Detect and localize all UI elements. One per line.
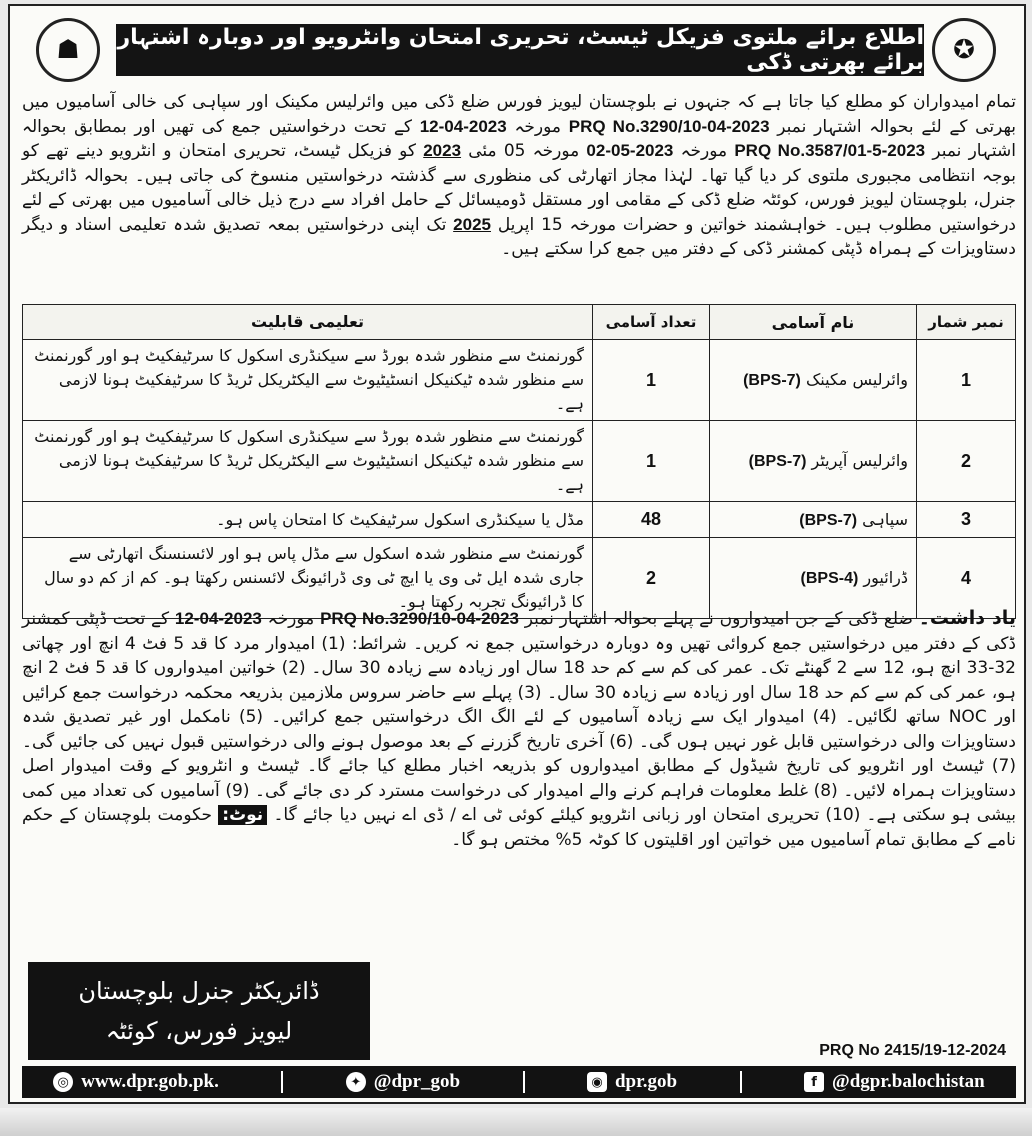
post-bps: (BPS-7) — [799, 511, 858, 529]
row-sr: 1 — [917, 340, 1016, 421]
post-name: ڈرائیور — [863, 568, 908, 587]
footer-divider — [281, 1071, 283, 1093]
notes-text-4: حکومت بلوچستان کے حکم نامے کے مطابق تمام آسامیوں میں خواتین اور اقلیتوں کا کوٹہ 5% مختص ہو گا۔ — [22, 805, 1016, 850]
post-bps: (BPS-4) — [800, 570, 859, 587]
intro-text-4: مورخہ — [680, 141, 728, 161]
row-count: 2 — [593, 538, 710, 619]
notes-text-1: ضلع ڈکی کے جن امیدواروں نے پہلے بحوالہ اشتہار نمبر — [524, 609, 913, 629]
row-count: 1 — [593, 421, 710, 502]
levies-emblem-icon: ☗ — [36, 18, 100, 82]
header-name: نام آسامی — [710, 305, 917, 340]
signature-line-1: ڈائریکٹر جنرل بلوچستان — [78, 977, 320, 1005]
footer-website[interactable] — [53, 1071, 219, 1093]
intro-year: 2023 — [423, 141, 462, 160]
row-name — [710, 421, 917, 502]
intro-date-2: 02-05-2023 — [586, 141, 674, 160]
table-row — [23, 421, 1016, 502]
signature-line-2: لیویز فورس، کوئٹہ — [105, 1017, 293, 1045]
notes-text-3: کے تحت ڈپٹی کمشنر ڈکی کے دفتر میں درخواستیں جمع کروائی تھیں وہ دوبارہ درخواستیں جمع نہ کریں۔ شرائط: (1) امیدوار مرد کا قد 5 فٹ 4 انچ اور چھاتی 32-33 انچ ہو، 12 سے 2 گھنٹے تک۔ عمر کی کم سے کم حد 18 سال اور زیادہ سے زیادہ 30 سال۔ (2) خواتین امیدواروں کا قد 5 فٹ 2 انچ ہو، عمر کی کم سے کم حد 18 سال اور زیادہ سے زیادہ 30 سال۔ (3) پہلے سے حاضر سروس ملازمین بذریعہ محکمہ درخواست جمع کرائیں اور NOC ساتھ لگائیں۔ (4) امیدوار ایک سے زیادہ آسامیوں کے لئے الگ الگ درخواستیں جمع کرائیں۔ (5) نامکمل اور غیر تصدیق شدہ دستاویزات والی درخواستیں قابل غور نہیں ہوں گی۔ (6) آخری تاریخ گزرنے کے بعد موصول ہونے والی درخواستیں قبول نہیں کی جائیں گی۔ (7) ٹیسٹ اور انٹرویو کی تاریخ شیڈول کے مطابق امیدواروں کو بذریعہ اخبار مطلع کیا جائے گا۔ ٹیسٹ و انٹرویو کے وقت امیدوار اصل دستاویزات ہمراہ لائیں۔ (8) غلط معلومات فراہم کرنے والے امیدوار کی درخواست مسترد کر دی جائے گی۔ (9) آسامیوں کی تعداد میں کمی بیشی ہو سکتی ہے۔ (10) تحریری امتحان اور زبانی انٹرویو کیلئے کوئی ٹی اے / ڈی اے نہیں دیا جائے گا۔ — [22, 609, 1017, 825]
notes-date: 12-04-2023 — [174, 609, 262, 628]
facebook-icon: f — [804, 1072, 824, 1092]
row-qual: گورنمنٹ سے منظور شدہ بورڈ سے سیکنڈری اسکول کا سرٹیفکیٹ ہو اور گورنمنٹ سے منظور شدہ ٹیکنیکل انسٹیٹیوٹ سے الیکٹریکل ٹریڈ کا سرٹیفکیٹ ہونا لازمی ہے۔ — [23, 340, 593, 421]
intro-text-3: کے تحت درخواستیں جمع کی تھیں اور بمطابق بحوالہ اشتہار نمبر — [22, 116, 1017, 161]
intro-date-1: 12-04-2023 — [419, 116, 507, 136]
post-name: وائرلیس آپریٹر — [811, 451, 908, 470]
row-qual: مڈل یا سیکنڈری اسکول سرٹیفکیٹ کا امتحان پاس ہو۔ — [23, 502, 593, 538]
intro-deadline-year: 2025 — [453, 214, 491, 234]
globe-icon: ◎ — [53, 1072, 73, 1092]
intro-prq-1: PRQ No.3290/10-04-2023 — [568, 116, 770, 136]
table-row — [23, 340, 1016, 421]
intro-prq-2: PRQ No.3587/01-5-2023 — [734, 141, 926, 160]
header-count: تعداد آسامی — [593, 305, 710, 340]
row-sr: 4 — [917, 538, 1016, 619]
row-sr: 2 — [917, 421, 1016, 502]
intro-text-7: تک اپنی درخواستیں بمعہ تصدیق شدہ تعلیمی اسناد و دیگر دستاویزات کے ہمراہ ڈپٹی کمشنر ڈکی کے دفتر میں جمع کرا سکتے ہیں۔ — [22, 214, 1016, 259]
footer-divider — [740, 1071, 742, 1093]
instagram-icon: ◉ — [587, 1072, 607, 1092]
facebook-handle[interactable]: @dgpr.balochistan — [832, 1071, 985, 1092]
advertisement-sheet — [8, 4, 1026, 1104]
intro-paragraph — [22, 90, 1016, 300]
table-row — [23, 502, 1016, 538]
intro-text-5: مورخہ 05 مئی — [468, 141, 580, 161]
row-qual: گورنمنٹ سے منظور شدہ بورڈ سے سیکنڈری اسکول کا سرٹیفکیٹ ہو اور گورنمنٹ سے منظور شدہ ٹیکنیکل انسٹیٹیوٹ سے الیکٹریکل ٹریڈ کا سرٹیفکیٹ ہونا لازمی ہے۔ — [23, 421, 593, 502]
notes-prq: PRQ No.3290/10-04-2023 — [320, 609, 519, 628]
notes-label: یاد داشت۔ — [918, 607, 1017, 629]
row-sr: 3 — [917, 502, 1016, 538]
page-bottom-edge — [0, 1108, 1032, 1136]
page-title: اطلاع برائے ملتوی فزیکل ٹیسٹ، تحریری امتحان وانٹرویو اور دوبارہ اشتہار برائے بھرتی ڈکی — [117, 25, 924, 75]
posts-table — [22, 304, 1016, 619]
footer-facebook[interactable] — [804, 1071, 985, 1093]
header — [10, 10, 1024, 86]
website-link[interactable]: www.dpr.gob.pk. — [81, 1071, 219, 1092]
row-qual: گورنمنٹ سے منظور شدہ اسکول سے مڈل پاس ہو اور لائسنسنگ اتھارٹی سے جاری شدہ ایل ٹی وی یا ایچ ٹی وی ڈرائیونگ لائسنس رکھتا ہو۔ کم از کم دو سال کا ڈرائیونگ تجربہ رکھتا ہو۔ — [23, 538, 593, 619]
row-count: 1 — [593, 340, 710, 421]
post-bps: (BPS-7) — [743, 372, 801, 389]
signature-block — [28, 962, 370, 1060]
post-name: سپاہی — [862, 509, 908, 529]
intro-text-6: کو فزیکل ٹیسٹ، تحریری امتحان و انٹرویو دینے تھے کو بوجہ انتظامی مجبوری ملتوی کر دیا گیا تھا۔ لہٰذا مجاز اتھارٹی کی منظوری سے گذشتہ درخواستیں منسوخ کی جاتی ہیں۔ بحوالہ ڈائریکٹر جنرل، بلوچستان لیویز فورس، کوئٹہ ضلع ڈکی کے مقامی اور مستقل ڈومیسائل کے حامل افراد سے درج ذیل خالی آسامیوں میں بھرتی کے لئے درخواستیں مطلوب ہیں۔ خواہشمند خواتین و حضرات مورخہ 15 اپریل — [22, 141, 1016, 235]
post-name: وائرلیس مکینک — [805, 370, 908, 389]
table-header-row — [23, 305, 1016, 340]
balochistan-emblem-icon: ✪ — [932, 18, 996, 82]
twitter-icon: ✦ — [346, 1072, 366, 1092]
instagram-handle[interactable]: dpr.gob — [614, 1071, 678, 1092]
row-count: 48 — [593, 502, 710, 538]
header-sr: نمبر شمار — [917, 305, 1016, 340]
intro-text-1: تمام امیدواران کو مطلع کیا جاتا ہے کہ جنہوں نے بلوچستان لیویز فورس ضلع ڈکی میں وائرلیس مکینک اور سپاہی کی خالی آسامیوں میں بھرتی کے لئے بحوالہ اشتہار نمبر — [22, 92, 1017, 137]
post-bps: (BPS-7) — [748, 453, 807, 470]
twitter-handle[interactable]: @dpr_gob — [373, 1071, 461, 1092]
footer-divider — [523, 1071, 525, 1093]
notes-paragraph — [22, 606, 1016, 956]
footer-bar — [22, 1066, 1016, 1098]
intro-text-2: مورخہ — [514, 116, 562, 137]
header-qual: تعلیمی قابلیت — [23, 305, 593, 340]
footer-twitter[interactable] — [346, 1071, 460, 1093]
footer-instagram[interactable] — [587, 1071, 677, 1093]
row-name — [710, 340, 917, 421]
row-name — [710, 502, 917, 538]
prq-number: PRQ No 2415/19-12-2024 — [819, 1042, 1006, 1059]
notes-text-2: مورخہ — [267, 609, 315, 629]
note-word: نوٹ: — [218, 805, 267, 825]
